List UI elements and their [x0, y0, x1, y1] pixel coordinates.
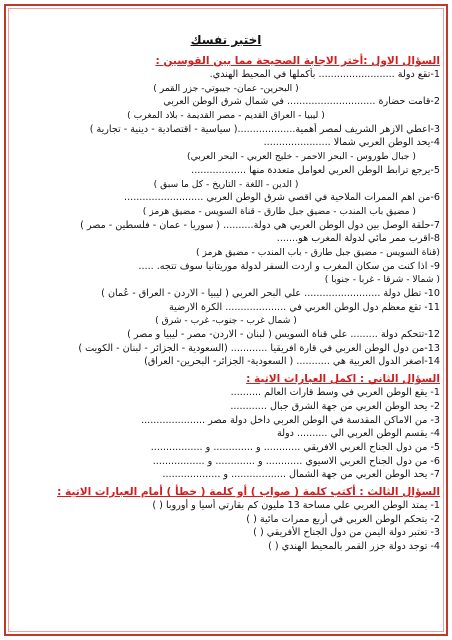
choices-line: ( الدين - اللغة - التاريخ - كل ما سبق ) — [153, 178, 299, 190]
choices-line: ( البحرين- عمان- جيبوتي- جزر القمر ) — [153, 82, 299, 94]
completion-line: 6- من دول الجناح العربي الاسيوي ............ و ............. و ................. — [152, 455, 440, 467]
choices-line: ( شمال غرب - جنوب- غرب - شرق ) — [155, 315, 297, 327]
question-line: 4-يحد الوطن العربي شمالا ...................... — [263, 137, 440, 149]
completion-line: 4- يقسم الوطن العربي الي .......... دولة — [276, 428, 440, 440]
true-false-line: 4- توجد دولة جزر القمر بالمحيط الهندي ( ) — [268, 541, 440, 552]
question-line: 7-حلقة الوصل بين دول الوطن العربي هي دولة.......... ( سوريا - عمان - فلسطين - مصر ) — [80, 219, 440, 231]
completion-line: 2- يحد الوطن العربي من جهة الشرق جبال ............ — [230, 400, 440, 412]
completion-line: 1- يقع الوطن العربي في وسط قارات العالم .......... — [230, 387, 440, 399]
true-false-line: 1- يمتد الوطن العربي علي مساحة 13 مليون كم بقارتي أسيا و أوروبا ( ) — [152, 499, 440, 511]
question-line: 3-اعطي الازهر الشريف لمصر أهمية...................( سياسية - اقتصادية - دينية - تجارية ) — [89, 123, 440, 135]
completion-line: 7- يحد الوطن العربي من جهة الشمال .................. و ................... — [162, 469, 440, 481]
choices-line: ( مضيق باب المندب - مضيق جبل طارق - قناة السويس - مضيق هرمز ) — [142, 205, 416, 217]
question-line: 5-يرجع ترابط الوطن العربي لعوامل متعددة منها .................. — [191, 164, 440, 176]
question-line: 2-قامت حضارة ............................. في شمال شرق الوطن العربي — [163, 96, 440, 108]
completion-line: 5- من دول الجناح العربي الافريقي ............ و ............. و ................. — [150, 441, 440, 453]
question-line: 8-اقرب ممر مائي لدولة المغرب هو....... — [276, 233, 440, 245]
section2-heading: السؤال الثاني : اكمل العبارات الاتية : — [246, 373, 440, 386]
choices-line: ( ليبيا - العراق القديم - مصر القديمة - بلاد المغرب ) — [127, 110, 325, 122]
question-line: 9- اذا كنت من سكان المغرب و اردت السفر لدولة موريتانيا سوف تتجه. ..... — [138, 260, 440, 272]
completion-line: 3- من الاماكن المقدسة في الوطن العربي داخل دولة مصر ..................... — [141, 414, 440, 426]
question-line: 12-تتحكم دولة ......... علي قناة السويس ( لبنان - الاردن- مصر - ليبيا و مصر ) — [127, 329, 440, 341]
question-line: 10- تطل دولة ......................... علي البحر العربي ( ليبيا - الاردن - العراق - عُمان ) — [101, 288, 440, 299]
choices-line: ( جبال طوروس - البحر الاحمر - خليج العربي - البحر العربي) — [187, 151, 416, 163]
question-line: 1-تقع دولة ......................... بأكملها في المحيط الهندي. — [209, 69, 440, 80]
choices-line: (قناة السويس - مضيق جبل طارق - باب المندب - مضيق هرمز ) — [195, 246, 440, 258]
question-line: 13-من دول الوطن العربي في قارة افريقيا ............ (السعودية - الجزائر - لبنان - الكويت ) — [78, 342, 440, 354]
question-line: 14-اصغر الدول العربية هي ........... ( السعودية- الجزائر- البحرين- العراق) — [144, 356, 440, 368]
worksheet-content — [12, 12, 440, 628]
true-false-line: 3- تعتبر دولة اليمن من دول الجناح الأفريقي ( ) — [253, 527, 440, 539]
choices-line: ( شمالا - شرقا - غربا - جنوبا ) — [324, 274, 440, 286]
section3-heading: السؤال الثالث : أكتب كلمة ( صواب ) أو كلمة ( خطأ ) أمام العبارات الاتية : — [57, 485, 440, 498]
question-line: 6-من اهم الممرات الملاحية في اقصي شرق الوطن العربي .......................... — [124, 192, 440, 204]
section1-heading: السؤال الاول :أختر الاجابة الصحيحة مما بين القوسين : — [155, 55, 440, 67]
page-title: اختبر نفسك — [190, 33, 262, 47]
question-line: 11- تقع معظم دول الوطن العربي في .................... الكرة الارضية — [168, 301, 440, 313]
worksheet-page — [4, 4, 448, 636]
true-false-line: 2- يتحكم الوطن العربي في أربع ممرات مائية ( ) — [246, 513, 440, 525]
